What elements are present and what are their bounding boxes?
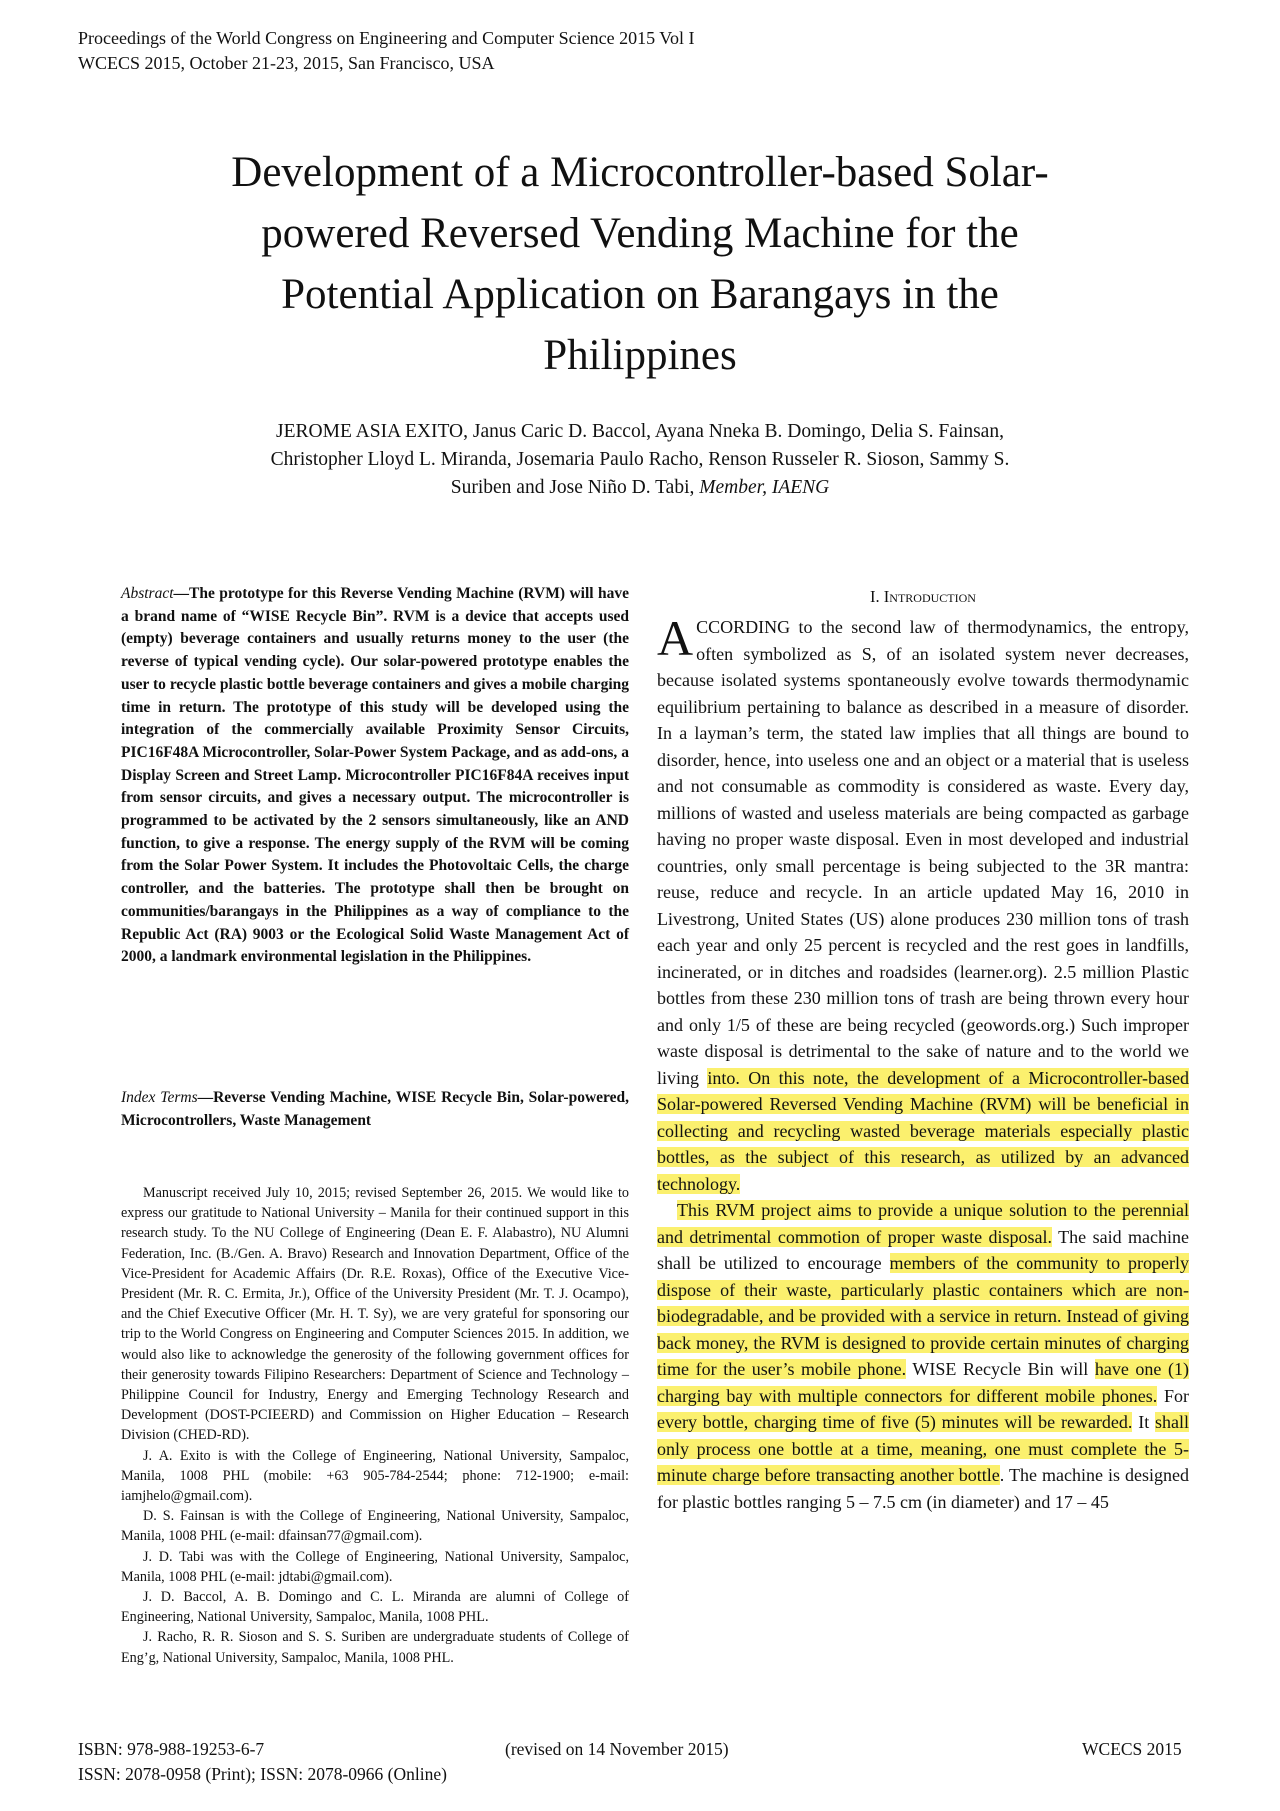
index-terms-text: —Reverse Vending Machine, WISE Recycle Bin, Solar-powered, Microcontrollers, Waste Management xyxy=(121,1089,629,1129)
index-terms-label: Index Terms xyxy=(121,1089,198,1106)
header-proceedings: Proceedings of the World Congress on Engineering and Computer Science 2015 Vol I xyxy=(78,28,695,48)
highlighted-text: members of the community to properly dispose of their waste, particularly plastic containers which are non-biodegradable, and be provided with a service in return. Instead of giving back money, the RVM is designed to provide certain minutes of charging time for the user’s mobile phone. xyxy=(657,1253,1190,1379)
author-line xyxy=(150,474,1130,502)
intro-paragraph xyxy=(657,1197,1189,1515)
highlighted-text: every bottle, charging time of five (5) minutes will be rewarded. xyxy=(657,1412,1133,1432)
title-line: powered Reversed Vending Machine for the xyxy=(261,210,1019,257)
introduction-body xyxy=(657,610,1190,1515)
abstract-text: —The prototype for this Reverse Vending Machine (RVM) will have a brand name of “WISE Recycle Bin”. RVM is a device that accepts used (empty) beverage containers and usually returns money to the user (the reverse of typical vending cycle). Our solar-powered prototype enables the user to recycle plastic bottle beverage containers and gives a mobile charging time in return. The prototype of this study will be developed using the integration of the commercially available Proximity Sensor Circuits, PIC16F48A Microcontroller, Solar-Power System Package, and as add-ons, a Display Screen and Street Lamp. Microcontroller PIC16F84A receives input from sensor circuits, and gives a necessary output. The microcontroller is programmed to be activated by the 2 sensors simultaneously, like an AND function, to give a response. The energy supply of the RVM will be coming from the Solar Power System. It includes the Photovoltaic Cells, the charge controller, and the batteries. The prototype shall then be brought on communities/barangays in the Philippines as a way of compliance to the Republic Act (RA) 9003 or the Ecological Solid Waste Management Act of 2000, a landmark environmental legislation in the Philippines. xyxy=(121,585,629,966)
paper-title xyxy=(90,142,1190,386)
highlighted-text: shall only process one bottle at a time, meaning, one must complete the 5-minute charge before transacting another bottle xyxy=(657,1412,1189,1485)
intro-text: The said machine shall be utilized to encourage xyxy=(657,1226,1190,1273)
section-heading xyxy=(657,586,1189,608)
highlighted-text: This RVM project aims to provide a unique solution to the perennial and detrimental commotion of proper waste disposal. xyxy=(657,1200,1189,1247)
author-affiliation: J. D. Baccol, A. B. Domingo and C. L. Miranda are alumni of College of Engineering, National University, Sampaloc, Manila, 1008 PHL. xyxy=(121,1589,629,1626)
intro-paragraph xyxy=(657,610,1189,1197)
author-names: Suriben and Jose Niño D. Tabi, xyxy=(450,477,700,498)
highlighted-text: have one (1) charging bay with multiple connectors for different mobile phones. xyxy=(657,1359,1189,1406)
intro-text: It xyxy=(1132,1412,1155,1432)
section-title: Introduction xyxy=(883,587,976,606)
abstract xyxy=(121,583,629,969)
footer-issn: ISSN: 2078-0958 (Print); ISSN: 2078-0966 (Online) xyxy=(78,1764,447,1784)
author-line: Christopher Lloyd L. Miranda, Josemaria Paulo Racho, Renson Russeler R. Sioson, Sammy S. xyxy=(270,449,1010,470)
intro-text: WISE Recycle Bin will xyxy=(906,1359,1095,1379)
title-line: Potential Application on Barangays in the xyxy=(281,271,999,318)
author-affiliation: J. A. Exito is with the College of Engineering, National University, Sampaloc, Manila, 1008 PHL (mobile: +63 905-784-2544; phone: 712-1900; e-mail: iamjhelo@gmail.com). xyxy=(121,1447,629,1505)
header-conference: WCECS 2015, October 21-23, 2015, San Francisco, USA xyxy=(78,53,495,73)
drop-cap: A xyxy=(657,610,694,666)
title-line: Development of a Microcontroller-based Solar- xyxy=(231,149,1049,196)
intro-text: . The machine is designed for plastic bottles ranging 5 – 7.5 cm (in diameter) and 17 – 45 xyxy=(657,1465,1190,1512)
author-line: JEROME ASIA EXITO, Janus Caric D. Baccol, Ayana Nneka B. Domingo, Delia S. Fainsan, xyxy=(276,421,1004,442)
section-number: I. xyxy=(870,587,884,606)
membership: Member, IAENG xyxy=(699,477,830,498)
intro-text: For xyxy=(1157,1385,1189,1406)
author-affiliation: D. S. Fainsan is with the College of Engineering, National University, Sampaloc, Manila, 1008 PHL (e-mail: dfainsan77@gmail.com). xyxy=(121,1508,629,1545)
acknowledgement: Manuscript received July 10, 2015; revised September 26, 2015. We would like to express our gratitude to National University – Manila for their continued support in this research study. To the NU College of Engineering (Dean E. F. Alabastro), NU Alumni Federation, Inc. (B./Gen. A. Bravo) Research and Innovation Department, Office of the Vice-President for Academic Affairs (Dr. R.E. Roxas), Office of the Executive Vice-President (Mr. R. C. Ermita, Jr.), Office of the University President (Mr. T. J. Ocampo), and the Chief Executive Officer (Mr. H. T. Sy), we are very grateful for sponsoring our trip to the World Congress on Engineering and Computer Sciences 2015. In addition, we would also like to acknowledge the generosity of the following government offices for their generosity towards Filipino Researchers: Department of Science and Technology – Philippine Council for Industry, Energy and Emerging Technology Research and Development (DOST-PCIEERD) and Commission on Higher Education – Research Division (CHED-RD). xyxy=(121,1185,629,1444)
author-affiliation: J. Racho, R. R. Sioson and S. S. Suriben are undergraduate students of College of Eng’g, National University, Sampaloc, Manila, 1008 PHL. xyxy=(121,1629,629,1666)
abstract-label: Abstract xyxy=(121,585,174,602)
highlighted-text: into. On this note, the development of a Microcontroller-based Solar-powered Reversed Vending Machine (RVM) will be beneficial in collecting and recycling wasted beverage materials especially plastic bottles, as the subject of this research, as utilized by an advanced technology. xyxy=(657,1067,1189,1194)
footer-isbn: ISBN: 978-988-19253-6-7 xyxy=(78,1739,265,1759)
author-affiliation: J. D. Tabi was with the College of Engineering, National University, Sampaloc, Manila, 1008 PHL (e-mail: jdtabi@gmail.com). xyxy=(121,1548,629,1585)
footer-conference: WCECS 2015 xyxy=(1082,1739,1182,1759)
author-list xyxy=(150,418,1130,502)
index-terms xyxy=(121,1087,629,1132)
running-header xyxy=(78,26,694,76)
title-line: Philippines xyxy=(543,332,737,379)
intro-text: CCORDING to the second law of thermodynamics, the entropy, often symbolized as S, of an isolated system never decreases, because isolated systems spontaneously evolve towards thermodynamic equilibrium pertaining to balance as described in a measure of disorder. In a layman’s term, the stated law implies that all things are bound to disorder, hence, into useless one and an object or a material that is useless and not consumable as commodity is considered as waste. Every day, millions of wasted and useless materials are being compacted as garbage having no proper waste disposal. Even in most developed and industrial countries, only small percentage is being subjected to the 3R mantra: reuse, reduce and recycle. In an article updated May 16, 2010 in Livestrong, United States (US) alone produces 230 million tons of trash each year and only 25 percent is recycled and the rest goes in landfills, incinerated, or in ditches and roadsides (learner.org). 2.5 million Plastic bottles from these 230 million tons of trash are being thrown every hour and only 1/5 of these are being recycled (geowords.org.) Such improper waste disposal is detrimental to the sake of nature and to the world we living xyxy=(657,617,1189,1088)
footer-revised: (revised on 14 November 2015) xyxy=(505,1739,729,1759)
manuscript-footnote xyxy=(121,1183,629,1668)
